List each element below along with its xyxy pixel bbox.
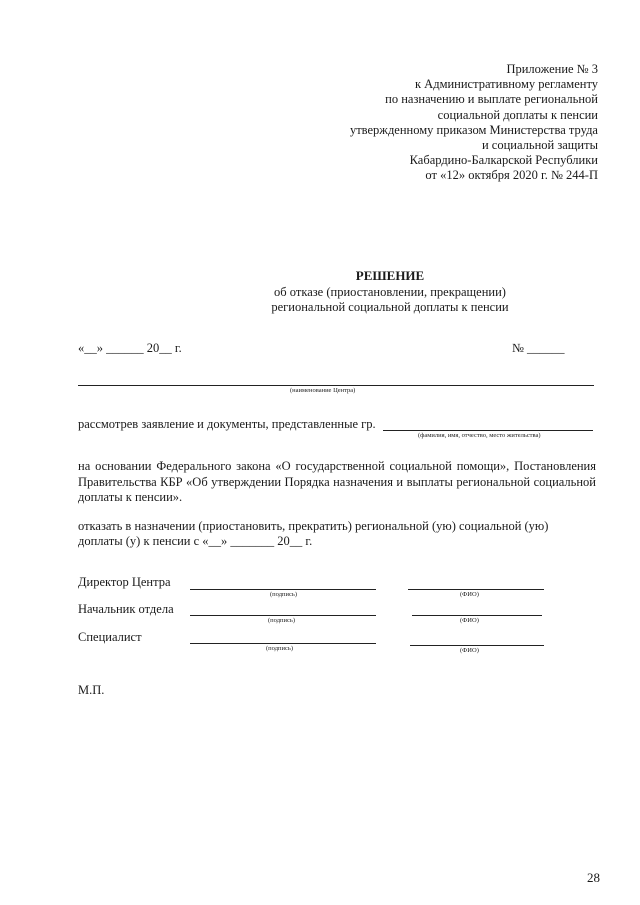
date-field[interactable]: «__» ______ 20__ г. bbox=[78, 341, 182, 355]
stamp-place: М.П. bbox=[78, 683, 105, 697]
name-caption: (ФИО) bbox=[460, 617, 479, 624]
name-caption: (ФИО) bbox=[460, 647, 479, 654]
header-line: Кабардино-Балкарской Республики bbox=[409, 153, 598, 168]
header-line: к Административному регламенту bbox=[414, 77, 598, 92]
appendix-header bbox=[350, 62, 598, 184]
director-name-line[interactable] bbox=[408, 589, 544, 590]
specialist-signature-line[interactable] bbox=[190, 643, 376, 644]
name-caption: (ФИО) bbox=[460, 591, 479, 598]
header-line: и социальной защиты bbox=[481, 138, 598, 153]
header-line: социальной доплаты к пенсии bbox=[437, 107, 598, 122]
head-signature-line[interactable] bbox=[190, 615, 376, 616]
number-field[interactable]: № ______ bbox=[512, 341, 565, 355]
signature-role-director: Директор Центра bbox=[78, 575, 171, 589]
director-signature-line[interactable] bbox=[190, 589, 376, 590]
header-line: Приложение № 3 bbox=[506, 62, 598, 76]
head-name-line[interactable] bbox=[412, 615, 542, 616]
sign-caption: (подпись) bbox=[266, 645, 293, 652]
sign-caption: (подпись) bbox=[270, 591, 297, 598]
sign-caption: (подпись) bbox=[268, 617, 295, 624]
header-line: от «12» октября 2020 г. № 244-П bbox=[425, 168, 598, 183]
header-line: по назначению и выплате региональной bbox=[385, 92, 598, 107]
document-subtitle-line: об отказе (приостановлении, прекращении) bbox=[274, 285, 506, 299]
considered-text: рассмотрев заявление и документы, представленные гр. bbox=[78, 417, 376, 431]
document-subtitle-line: региональной социальной доплаты к пенсии bbox=[271, 300, 509, 314]
person-caption: (фамилия, имя, отчество, место жительства) bbox=[418, 432, 541, 439]
center-caption: (наименование Центра) bbox=[290, 387, 356, 394]
header-line: утвержденному приказом Министерства труда bbox=[349, 122, 598, 137]
refuse-line: отказать в назначении (приостановить, прекратить) региональной (ую) социальной (ую) bbox=[78, 519, 549, 533]
document-title: РЕШЕНИЕ bbox=[355, 268, 425, 283]
refuse-date-line[interactable]: доплаты (у) к пенсии с «__» _______ 20__ г. bbox=[78, 534, 313, 548]
center-name-line[interactable] bbox=[78, 385, 594, 386]
page-number: 28 bbox=[587, 870, 600, 885]
signature-role-specialist: Специалист bbox=[78, 630, 142, 644]
basis-paragraph: на основании Федерального закона «О государственной социальной помощи», Постановления Правительства КБР «Об утверждении Порядка назначения и выплаты региональной социальной доплаты к пенсии». bbox=[78, 459, 596, 504]
signature-role-head: Начальник отдела bbox=[78, 602, 174, 616]
specialist-name-line[interactable] bbox=[410, 645, 544, 646]
person-name-line[interactable] bbox=[383, 430, 593, 431]
